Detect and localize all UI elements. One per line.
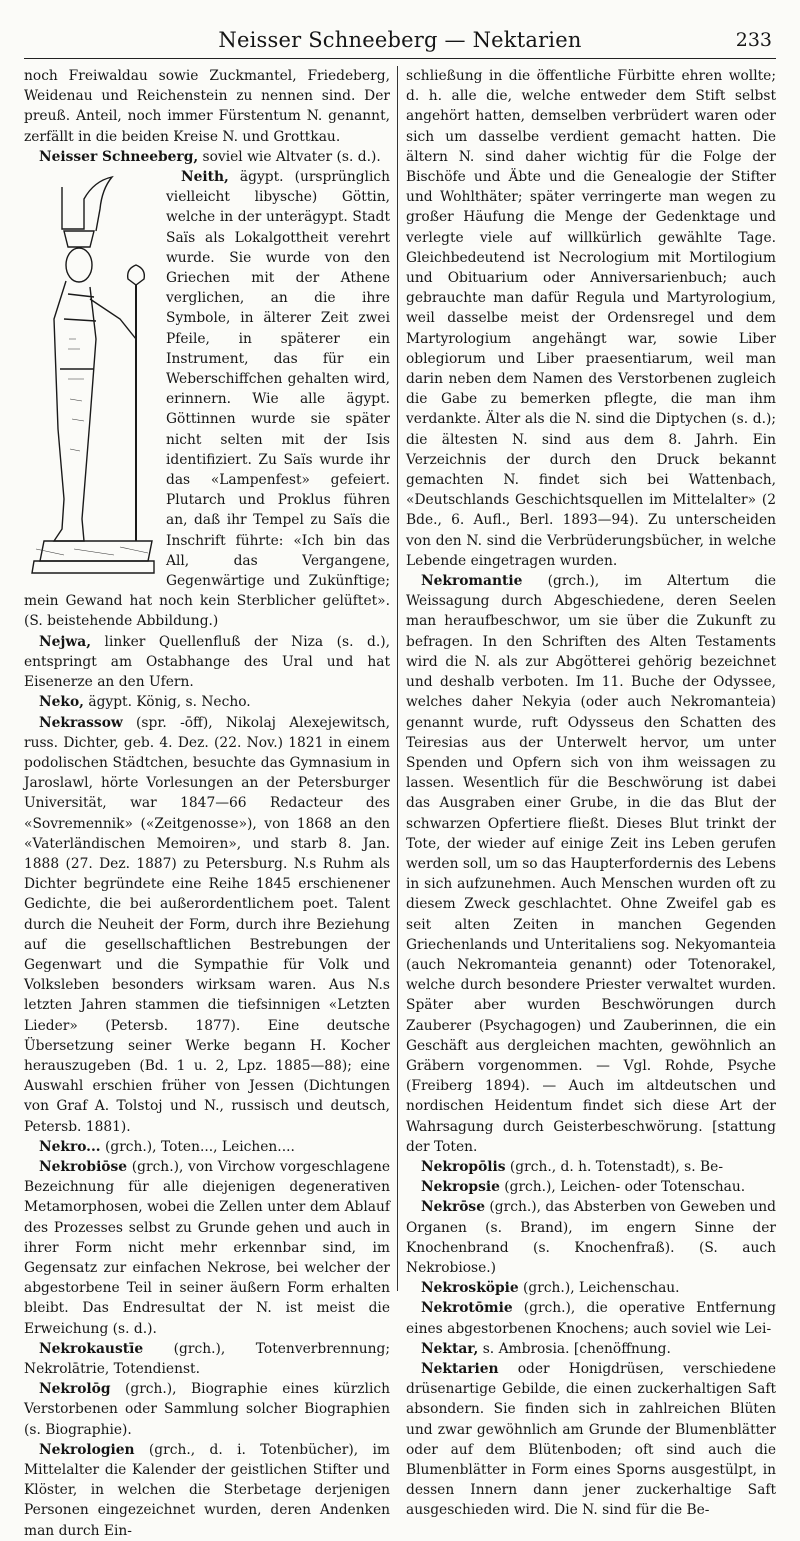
neith-figure bbox=[24, 169, 158, 587]
entry-neisser-schneeberg bbox=[24, 147, 390, 167]
lemma: Nejwa, bbox=[39, 633, 92, 650]
entry-nekrokaustie bbox=[24, 1339, 390, 1379]
entry-nekro bbox=[24, 1137, 390, 1157]
entry-text: (grch.), Leichen- oder Totenschau. bbox=[499, 1179, 746, 1196]
entry-text: ägypt. König, s. Necho. bbox=[83, 694, 251, 711]
entry-nekromantie bbox=[406, 571, 776, 1157]
entry-text: oder Honigdrüsen, verschiedene drüsenartige Gebilde, die einen zuckerhaltigen Saft absondern. Sie finden sich in zahlreichen Blüten und zwar gewöhnlich am Grunde der Blumenblätter oder auf dem Blütenboden; oft sind auch die Blumenblätter in Form eines Sporns ausgestülpt, in dessen Innern dann jener zuckerhaltige Saft ausgeschieden wird. Die N. sind für die Be- bbox=[406, 1361, 776, 1519]
lemma: Nekrolōg bbox=[39, 1381, 111, 1398]
entry-text: (grch.), Biographie eines kürzlich Verstorbenen oder Sammlung solcher Biographien (s. Biographie). bbox=[24, 1381, 390, 1438]
entry-nektarien bbox=[406, 1359, 776, 1521]
entry-nejwa bbox=[24, 632, 390, 693]
lemma: Nekrologien bbox=[39, 1441, 135, 1458]
lemma: Nekropōlis bbox=[421, 1158, 506, 1175]
entry-text: (grch., d. h. Totenstadt), s. Be- bbox=[505, 1158, 723, 1175]
entry-text: (grch.), von Virchow vorgeschlagene Bezeichnung für alle diejenigen degenerativen Metamorphosen, wobei die Zellen unter dem Ablauf des Prozesses selbst zu Grunde gehen und auch in ihrer Form nicht mehr erkennbar sind, im Gegensatz zur einfachen Nekrose, bei welcher der abgestorbene Teil in seiner äußern Form erhalten bleibt. Das Endresultat der N. ist meist die Erweichung (s. d.). bbox=[24, 1158, 390, 1337]
lemma: Nekropsie bbox=[421, 1179, 500, 1196]
lemma: Nekromantie bbox=[421, 573, 523, 590]
lemma: Nektarien bbox=[421, 1361, 499, 1377]
lemma: Nekrosköpie bbox=[421, 1280, 519, 1297]
entry-nekropolis bbox=[406, 1157, 776, 1177]
lemma: Neith, bbox=[181, 169, 229, 186]
entry-nekrassow bbox=[24, 713, 390, 1137]
entry-text: linker Quellenfluß der Niza (s. d.), entspringt am Ostabhange des Ural und hat Eisenerze an den Ufern. bbox=[24, 633, 390, 691]
lemma: Nekro... bbox=[39, 1138, 101, 1155]
left-column bbox=[24, 66, 390, 1541]
entry-nekrose bbox=[406, 1197, 776, 1278]
continued-text: noch Freiwaldau sowie Zuckmantel, Friedeberg, Weidenau und Reichenstein zu nennen sind. Der preuß. Anteil, noch immer Fürstentum N. genannt, zerfällt in die beiden Kreise N. und Grottkau. bbox=[24, 68, 390, 145]
continued-text: schließung in die öffentliche Fürbitte ehren wollte; d. h. alle die, welche entweder dem Stift selbst angehört hatten, demselben verbrüdert waren oder sich um dasselbe verdient gemacht hatten. Die ältern N. sind daher wichtig für die Folge der Bischöfe und Äbte und die Genealogie der Stifter und Wohlthäter; später verringerte man wegen zu großer Häufung die Menge der Gedenktage und verlegte viele auf willkürlich gewählte Tage. Gleichbedeutend ist Necrologium mit Mortilogium und Obituarium oder Anniversarienbuch; auch gebrauchte man dafür Regula und Martyrologium, weil dasselbe meist der Ordensregel und dem Martyrologium angehängt war, sowie Liber oblegiorum und Liber praesentiarum, weil man darin neben dem Namen des Verstorbenen zugleich die Gabe zu bemerken pflegte, die man ihm verdankte. Älter als die N. sind die Diptychen (s. d.); die ältesten N. sind aus dem 8. Jahrh. Ein Verzeichnis der durch den Druck bekannt gemachten N. findet sich bei Wattenbach, «Deutschlands Geschichtsquellen im Mittelalter» (2 Bde., 6. Aufl., Berl. 1893—94). Zu unterscheiden von den N. sind die Verbrüderungsbücher, in welche Lebende eingetragen wurden. bbox=[406, 68, 776, 569]
lemma: Nekrassow bbox=[39, 714, 123, 731]
page-number: 233 bbox=[735, 29, 772, 51]
entry-nekrolog bbox=[24, 1379, 390, 1440]
lemma: Nekrokaustīe bbox=[39, 1340, 144, 1357]
entry-text: (grch.), die operative Entfernung eines abgestorbenen Knochens; auch soviel wie Lei- bbox=[406, 1300, 776, 1337]
page-header bbox=[0, 22, 800, 56]
entry-text: (grch.), Toten..., Leichen.... bbox=[100, 1138, 295, 1155]
entry-text: s. Ambrosia. bbox=[478, 1340, 570, 1357]
entry-text: (grch.), im Altertum die Weissagung durch Abgeschiedene, deren Seelen man heraufbeschwor, um sie über die Zukunft zu befragen. In den Schriften des Alten Testaments wird die N. als zur Abgötterei gehörig bezeichnet und deshalb verboten. Im 11. Buche der Odyssee, welches daher Nekyia (oder auch Nekromanteia) genannt wurde, ruft Odysseus den Schatten des Teiresias aus der Unterwelt hervor, um unter Spenden und Opfern sich von ihm weissagen zu lassen. Wesentlich für die Beschwörung ist dabei das Ausgraben einer Grube, in die das Blut der schwarzen Opfertiere fließt. Dieses Blut trinkt der Tote, der wieder auf einige Zeit ins Leben gerufen werden soll, um so das Haupterfordernis des Lebens in sich aufzunehmen. Auch Menschen wurden oft zu diesem Zweck geschlachtet. Ohne Zweifel gab es seit alten Zeiten in manchen Gegenden Griechenlands und Unteritaliens sog. Nekyomanteia (auch Nekromanteia genannt) oder Totenorakel, welche durch besondere Priester verwaltet wurden. Später aber wurden Beschwörungen durch Zauberer (Psychagogen) und Zauberinnen, die ein Geschäft aus dergleichen machten, gewöhnlich an Gräbern vorgenommen. — Vgl. Rohde, Psyche (Freiberg 1894). — Auch im altdeutschen und nordischen Heidentum findet sich diese Art der Wahrsagung durch Geisterbeschwörung. bbox=[406, 573, 776, 1135]
entry-text: (grch.), Totenverbrennung; Nekrolātrie, Totendienst. bbox=[24, 1340, 390, 1377]
entry-tail: [chenöffnung. bbox=[569, 1340, 671, 1357]
right-column bbox=[406, 66, 776, 1521]
entry-text: (spr. -ōff), Nikolaj Alexejewitsch, russ. Dichter, geb. 4. Dez. (22. Nov.) 1821 in einem podolischen Städtchen, besuchte das Gymnasium in Jaroslawl, hörte Vorlesungen an der Petersburger Universität, war 1847—66 Redacteur des «Sovremennik» («Zeitgenosse»), von 1868 an den «Vaterländischen Memoiren», und starb 8. Jan. 1888 (27. Dez. 1887) zu Petersburg. N.s Ruhm als Dichter begründete eine Reihe 1845 erschienener Gedichte, die bei außerordentlichem poet. Talent durch die Neuheit der Form, durch ihre Beziehung auf die gesellschaftlichen Bestrebungen der Gegenwart und die Sympathie für Volk und Volksleben besonders wirksam waren. Aus N.s letzten Jahren stammen die tiefsinnigen «Letzten Lieder» (Petersb. 1877). Eine deutsche Übersetzung seiner Werke begann H. Kocher herauszugeben (Bd. 1 u. 2, Lpz. 1885—88); eine Auswahl erschien früher von Jessen (Dichtungen von Graf A. Tolstoj und N., russisch und deutsch, Petersb. 1881). bbox=[24, 714, 390, 1135]
entry-nekrotomie bbox=[406, 1298, 776, 1338]
entry-neko bbox=[24, 692, 390, 712]
lemma: Nekrōse bbox=[421, 1199, 485, 1216]
running-head: Neisser Schneeberg — Nektarien bbox=[218, 28, 582, 52]
lemma: Neko, bbox=[39, 694, 84, 711]
entry-nekroskopie bbox=[406, 1278, 776, 1298]
entry-text: soviel wie Altvater (s. d.). bbox=[198, 148, 381, 165]
entry-tail: [stattung der Toten. bbox=[406, 1118, 776, 1155]
entry-nekrobiose bbox=[24, 1157, 390, 1339]
lemma: Nekrobiōse bbox=[39, 1158, 128, 1175]
column-divider bbox=[397, 66, 398, 1291]
entry-nekrologien bbox=[24, 1440, 390, 1541]
lemma: Nekrotōmie bbox=[421, 1300, 513, 1317]
entry-text: ägypt. (ursprünglich vielleicht libysche) Göttin, welche in der unterägypt. Stadt Saïs als Lokalgottheit verehrt wurde. Sie wurde von den Griechen mit der Athene verglichen, an die ihre Symbole, in älterer Zeit zwei Pfeile, in späterer ein Instrument, das für ein Weberschiffchen gehalten wird, erinnern. Wie alle ägypt. Göttinnen wurde sie später nicht selten mit der Isis identifiziert. Zu Saïs wurde ihr das «Lampenfest» gefeiert. Plutarch und Proklus führen an, daß ihr Tempel zu Saïs die Inschrift führte: «Ich bin das All, das Vergangene, Gegenwärtige und Zukünftige; mein Gewand hat noch kein Sterblicher gelüftet». (S. beistehende Abbildung.) bbox=[24, 169, 390, 630]
lemma: Nektar, bbox=[421, 1340, 479, 1357]
entry-nekropsie bbox=[406, 1177, 776, 1197]
entry-text: (grch.), Leichenschau. bbox=[518, 1280, 680, 1297]
entry-text: (grch., d. i. Totenbücher), im Mittelalter die Kalender der geistlichen Stifter und Klöster, in welchen die Sterbetage derjenigen Personen eingezeichnet wurden, deren Andenken man durch Ein- bbox=[24, 1441, 390, 1539]
header-rule bbox=[24, 58, 776, 59]
neith-figure-illustration-icon bbox=[24, 169, 158, 587]
entry-text: (grch.), das Absterben von Geweben und Organen (s. Brand), im engern Sinne der Knochenbrand (s. Knochenfraß). (S. auch Nekrobiose.) bbox=[406, 1199, 776, 1276]
lemma: Neisser Schneeberg, bbox=[39, 148, 199, 165]
entry-nektar bbox=[406, 1339, 776, 1359]
